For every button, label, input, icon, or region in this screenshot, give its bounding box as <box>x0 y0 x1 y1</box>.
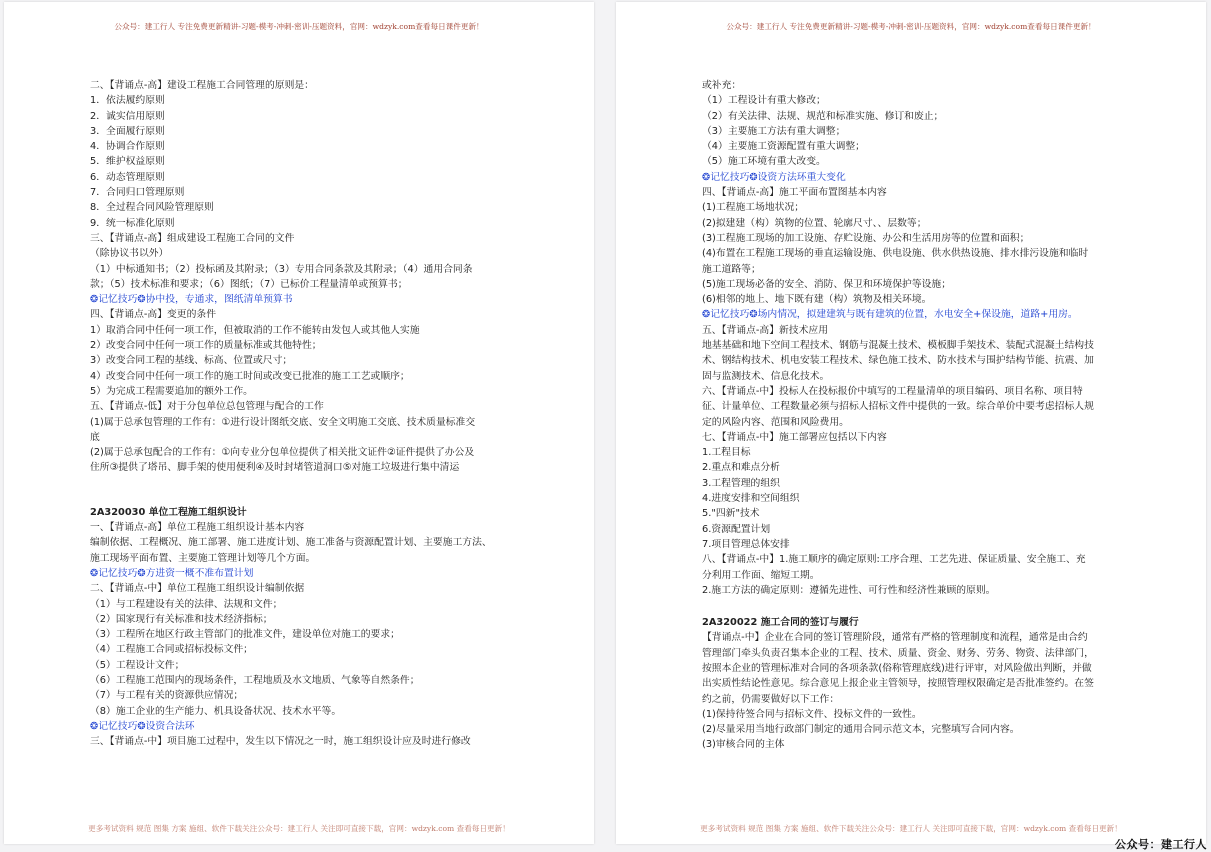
text-block <box>702 630 1137 752</box>
text-line: 8．全过程合同风险管理原则 <box>90 202 214 214</box>
text-block <box>702 323 1137 598</box>
text-line: （2）有关法律、法规、规范和标准实施、修订和废止； <box>702 110 944 122</box>
text-line: 7．合同归口管理原则 <box>90 187 185 199</box>
text-line: 【背诵点-中】企业在合同的签订管理阶段，通常有严格的管理制度和流程，通常是由合约 <box>702 632 1088 644</box>
text-line: (1)工程施工场地状况； <box>702 202 805 214</box>
text-line: 二、【背诵点-高】建设工程施工合同管理的原则是： <box>90 80 314 91</box>
text-line: (2)拟建建（构）筑物的位置、轮廓尺寸、、层数等； <box>702 217 927 229</box>
text-line: 2.重点和难点分析 <box>702 462 780 474</box>
text-line: (1)保持待签合同与招标文件、投标文件的一致性。 <box>702 708 922 720</box>
text-line: 2）改变合同中任何一项工作的质量标准或其他特性； <box>90 340 322 352</box>
text-line: 固与监测技术、信息化技术。 <box>702 370 830 382</box>
text-line: 款；（5）技术标准和要求；（6）图纸；（7）已标价工程量清单或预算书； <box>90 278 408 290</box>
page-header: 公众号：建工行人 专注免费更新精讲-习题-模考-冲刺-密训-压题资料，官网：wdzyk.com查看每日课件更新！ <box>726 22 1096 31</box>
text-line: 2.施工方法的确定原则：遵循先进性、可行性和经济性兼顾的原则。 <box>702 584 996 596</box>
text-line: （3）主要施工方法有重大调整； <box>702 125 846 137</box>
text-line: 三、【背诵点-高】组成建设工程施工合同的文件 <box>90 232 295 244</box>
document-page-left <box>4 2 594 844</box>
text-block <box>90 581 525 719</box>
text-line: 5）为完成工程需要追加的额外工作。 <box>90 385 253 397</box>
text-line: 征、计量单位、工程数量必须与招标人招标文件中提供的一致。综合单价中要考虑招标人规 <box>702 401 1094 413</box>
memory-tip: ❂记忆技巧❂方进资一概不准布置计划 <box>90 567 254 579</box>
text-line: 4.进度安排和空间组织 <box>702 493 800 505</box>
text-line: 7.项目管理总体安排 <box>702 538 790 550</box>
text-line: （1）中标通知书；（2）投标函及其附录；（3）专用合同条款及其附录；（4）通用合同条 <box>90 263 473 275</box>
page-body <box>702 78 1137 753</box>
page-body <box>90 78 525 749</box>
text-line: 2．诚实信用原则 <box>90 110 165 122</box>
text-line: 5."四新"技术 <box>702 508 760 520</box>
memory-tip: ❂记忆技巧❂场内情况，拟建建筑与既有建筑的位置，水电安全+保设施，道路+用房。 <box>702 309 1078 321</box>
text-line: (2)尽量采用当地行政部门制定的通用合同示范文本，完整填写合同内容。 <box>702 724 1020 736</box>
text-line: 3．全面履行原则 <box>90 125 165 137</box>
text-line: 六、【背诵点-中】投标人在投标报价中填写的工程量清单的项目编码、项目名称、项目特 <box>702 385 1083 397</box>
text-line: (4)布置在工程施工现场的垂直运输设施、供电设施、供水供热设施、排水排污设施和临时 <box>702 248 1089 260</box>
text-line: (6)相邻的地上、地下既有建（构）筑物及相关环境。 <box>702 294 932 306</box>
text-line: 1）取消合同中任何一项工作，但被取消的工作不能转由发包人或其他人实施 <box>90 324 420 336</box>
text-line: 八、【背诵点-中】1.施工顺序的确定原则:工序合理、工艺先进、保证质量、安全施工、充 <box>702 554 1086 566</box>
text-line: （2）国家现行有关标准和技术经济指标； <box>90 613 273 625</box>
text-line: 分利用工作面、缩短工期。 <box>702 569 820 581</box>
text-line: （5）工程设计文件； <box>90 659 185 671</box>
text-line: 按照本企业的管理标准对合同的各项条款(俗称管理底线)进行评审，对风险做出判断，并做 <box>702 662 1092 674</box>
text-line: （除协议书以外） <box>90 248 169 260</box>
text-line: 施工道路等； <box>702 263 761 275</box>
text-block <box>702 185 1137 307</box>
page-header: 公众号：建工行人 专注免费更新精讲-习题-模考-冲刺-密训-压题资料，官网：wdzyk.com查看每日课件更新！ <box>114 22 484 31</box>
text-line: （4）主要施工资源配置有重大调整； <box>702 141 865 153</box>
text-line: （1）与工程建设有关的法律、法规和文件； <box>90 598 283 610</box>
section-title: 2A320030 单位工程施工组织设计 <box>90 506 247 518</box>
text-line: (2)属于总承包配合的工作有：①向专业分包单位提供了相关批文证件②证件提供了办公及 <box>90 447 475 459</box>
text-line: 三、【背诵点-中】项目施工过程中，发生以下情况之一时，施工组织设计应及时进行修改 <box>90 736 471 748</box>
text-line: 施工现场平面布置、主要施工管理计划等几个方面。 <box>90 552 316 564</box>
text-line: 五、【背诵点-高】新技术应用 <box>702 324 828 336</box>
text-line: 二、【背诵点-中】单位工程施工组织设计编制依据 <box>90 583 305 595</box>
text-line: （1）工程设计有重大修改； <box>702 95 826 107</box>
memory-tip: ❂记忆技巧❂协中投，专通求，图纸清单预算书 <box>90 294 293 306</box>
text-line: 6.资源配置计划 <box>702 523 771 535</box>
text-line: 3.工程管理的组织 <box>702 477 780 489</box>
page-footer: 更多考试资料 规范 图集 方案 施组、软件下载关注公众号：建工行人 关注即可直接下载，官网：wdzyk.com 查看每日更新！ <box>88 824 510 833</box>
text-line: 地基基础和地下空间工程技术、钢筋与混凝土技术、模板脚手架技术、装配式混凝土结构技 <box>702 340 1094 352</box>
text-line: 一、【背诵点-高】单位工程施工组织设计基本内容 <box>90 522 305 534</box>
text-line: 底 <box>90 431 100 443</box>
text-block <box>90 520 525 566</box>
text-line: (1)属于总承包管理的工作有：①进行设计图纸交底、安全文明施工交底、技术质量标准交 <box>90 416 476 428</box>
text-line: （5）施工环境有重大改变。 <box>702 156 826 168</box>
text-line: 3）改变合同工程的基线、标高、位置或尺寸； <box>90 355 293 367</box>
text-line: (3)工程施工现场的加工设施、存贮设施、办公和生活用房等的位置和面积； <box>702 232 1030 244</box>
section-title: 2A320022 施工合同的签订与履行 <box>702 617 859 629</box>
text-line: 6．动态管理原则 <box>90 171 165 183</box>
text-line: （4）工程施工合同或招标投标文件； <box>90 644 253 656</box>
text-line: 管理部门牵头负责召集本企业的工程、技术、质量、资金、财务、劳务、物资、法律部门， <box>702 647 1094 659</box>
text-line: 四、【背诵点-高】施工平面布置图基本内容 <box>702 187 887 199</box>
text-block <box>90 307 525 475</box>
text-line: （3）工程所在地区行政主管部门的批准文件，建设单位对施工的要求； <box>90 629 400 641</box>
text-block <box>90 78 525 292</box>
text-line: 5．维护权益原则 <box>90 156 165 168</box>
memory-tip: ❂记忆技巧❂设资合法环 <box>90 720 195 732</box>
text-line: 出实质性结论性意见。综合意见上报企业主管领导，按照管理权限确定是否批准签约。在签 <box>702 678 1094 690</box>
text-line: （8）施工企业的生产能力、机具设备状况、技术水平等。 <box>90 705 342 717</box>
document-page-right <box>616 2 1206 844</box>
text-line: 约之前，仍需要做好以下工作： <box>702 693 840 705</box>
text-line: 定的风险内容、范围和风险费用。 <box>702 416 849 428</box>
text-line: 1．依法履约原则 <box>90 95 165 107</box>
text-block <box>90 734 525 749</box>
text-line: 五、【背诵点-低】对于分包单位总包管理与配合的工作 <box>90 401 324 413</box>
text-line: 1.工程目标 <box>702 447 751 459</box>
memory-tip: ❂记忆技巧❂设资方法环重大变化 <box>702 171 846 183</box>
text-line: （6）工程施工范围内的现场条件，工程地质及水文地质、气象等自然条件； <box>90 674 420 686</box>
text-line: 9．统一标准化原则 <box>90 217 175 229</box>
text-line: 4．协调合作原则 <box>90 141 165 153</box>
text-line: 4）改变合同中任何一项工作的施工时间或改变已批准的施工工艺或顺序； <box>90 370 410 382</box>
text-line: （7）与工程有关的资源供应情况； <box>90 690 244 702</box>
text-line: 或补充： <box>702 80 742 91</box>
text-line: 编制依据、工程概况、施工部署、施工进度计划、施工准备与资源配置计划、主要施工方法、 <box>90 537 492 549</box>
text-line: 术、钢结构技术、机电安装工程技术、绿色施工技术、防水技术与围护结构节能、抗震、加 <box>702 355 1094 367</box>
text-line: 四、【背诵点-高】变更的条件 <box>90 309 216 321</box>
text-line: 七、【背诵点-中】施工部署应包括以下内容 <box>702 431 887 443</box>
text-block <box>702 78 1137 170</box>
watermark: 公众号：建工行人 <box>1115 838 1207 851</box>
text-line: 住所③提供了塔吊、脚手架的使用便利④及时封堵管道洞口⑤对施工垃圾进行集中清运 <box>90 462 460 474</box>
page-footer: 更多考试资料 规范 图集 方案 施组、软件下载关注公众号：建工行人 关注即可直接下载，官网：wdzyk.com 查看每日更新！ <box>700 824 1122 833</box>
text-line: (3)审核合同的主体 <box>702 739 785 751</box>
text-line: (5)施工现场必备的安全、消防、保卫和环境保护等设施； <box>702 278 952 290</box>
